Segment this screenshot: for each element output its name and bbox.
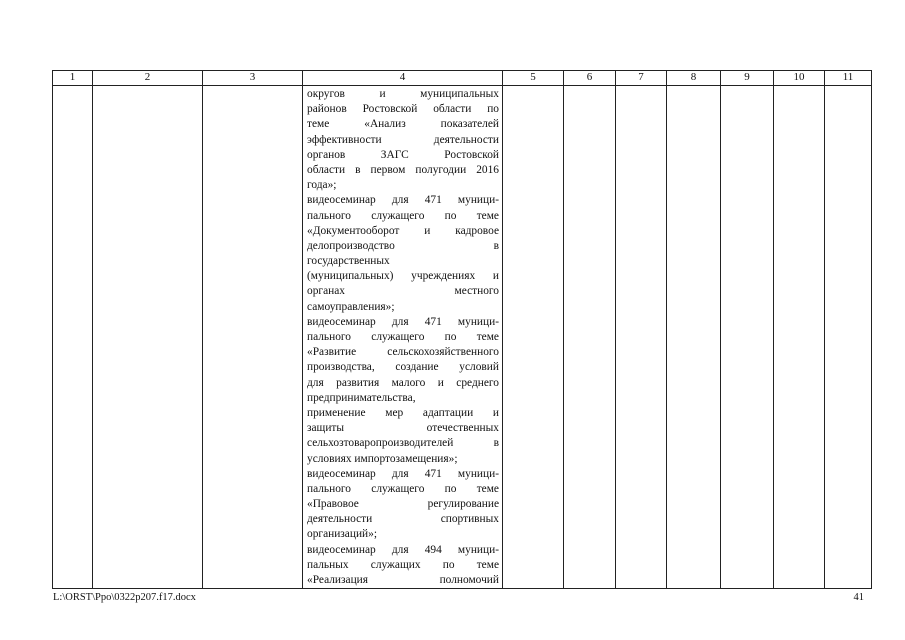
text-line: года»;: [307, 179, 337, 192]
text-line: производства, создание условий: [307, 361, 499, 374]
text-line: деятельности спортивных: [307, 513, 499, 526]
cell-col-4: [303, 86, 503, 589]
cell-col-2: [93, 86, 203, 589]
text-line: «Развитие сельскохозяйственного: [307, 346, 499, 359]
text-line: применение мер адаптации и: [307, 406, 499, 419]
text-line: видеосеминар для 471 муници-: [307, 467, 499, 480]
text-line: защиты отечественных: [307, 422, 499, 435]
page-number: 41: [853, 592, 864, 603]
column-header-11: 11: [825, 71, 872, 86]
column-header-3: 3: [203, 71, 303, 86]
text-line: «Реализация полномочий: [307, 574, 499, 586]
text-line: пального служащего по теме: [307, 482, 499, 495]
text-line: области в первом полугодии 2016: [307, 163, 499, 176]
document-table: [52, 70, 872, 589]
column-header-6: 6: [564, 71, 616, 86]
cell-col-8: [667, 86, 721, 589]
text-line: сельхозтоваропроизводителей в: [307, 437, 499, 450]
text-line: государственных: [307, 255, 390, 268]
column-header-2: 2: [93, 71, 203, 86]
text-line: округов и муниципальных: [307, 88, 499, 100]
text-line: эффективности деятельности: [307, 133, 499, 146]
column-header-7: 7: [616, 71, 667, 86]
text-line: видеосеминар для 494 муници-: [307, 543, 499, 556]
column-header-5: 5: [503, 71, 564, 86]
text-line: районов Ростовской области по: [307, 103, 499, 116]
cell-col-5: [503, 86, 564, 589]
cell-col-1: [53, 86, 93, 589]
column-header-4: 4: [303, 71, 503, 86]
cell-col-10: [774, 86, 825, 589]
footer-file-path: L:\ORST\Ppo\0322p207.f17.docx: [53, 592, 196, 603]
text-line: для развития малого и среднего: [307, 376, 499, 389]
table-header-row: [53, 71, 872, 86]
cell-col-9: [721, 86, 774, 589]
table-row: [53, 86, 872, 589]
text-line: предпринимательства,: [307, 391, 416, 404]
column-header-1: 1: [53, 71, 93, 86]
text-line: «Документооборот и кадровое: [307, 224, 499, 237]
text-line: пального служащего по теме: [307, 209, 499, 222]
column-header-10: 10: [774, 71, 825, 86]
cell-col-7: [616, 86, 667, 589]
text-line: условиях импортозамещения»;: [307, 452, 458, 465]
text-line: теме «Анализ показателей: [307, 118, 499, 131]
text-line: делопроизводство в: [307, 239, 499, 252]
text-line: органов ЗАГС Ростовской: [307, 148, 499, 161]
cell-col-3: [203, 86, 303, 589]
text-line: пального служащего по теме: [307, 331, 499, 343]
column-header-9: 9: [721, 71, 774, 86]
cell-col-6: [564, 86, 616, 589]
column-header-8: 8: [667, 71, 721, 86]
text-line: «Правовое регулирование: [307, 498, 499, 511]
text-line: видеосеминар для 471 муници-: [307, 315, 499, 328]
cell-col-11: [825, 86, 872, 589]
text-line: пальных служащих по теме: [307, 558, 499, 571]
text-line: органах местного: [307, 285, 499, 298]
text-line: (муниципальных) учреждениях и: [307, 270, 499, 283]
text-line: самоуправления»;: [307, 300, 395, 313]
event-description-text: [303, 86, 502, 588]
text-line: видеосеминар для 471 муници-: [307, 194, 499, 207]
text-line: организаций»;: [307, 528, 378, 541]
